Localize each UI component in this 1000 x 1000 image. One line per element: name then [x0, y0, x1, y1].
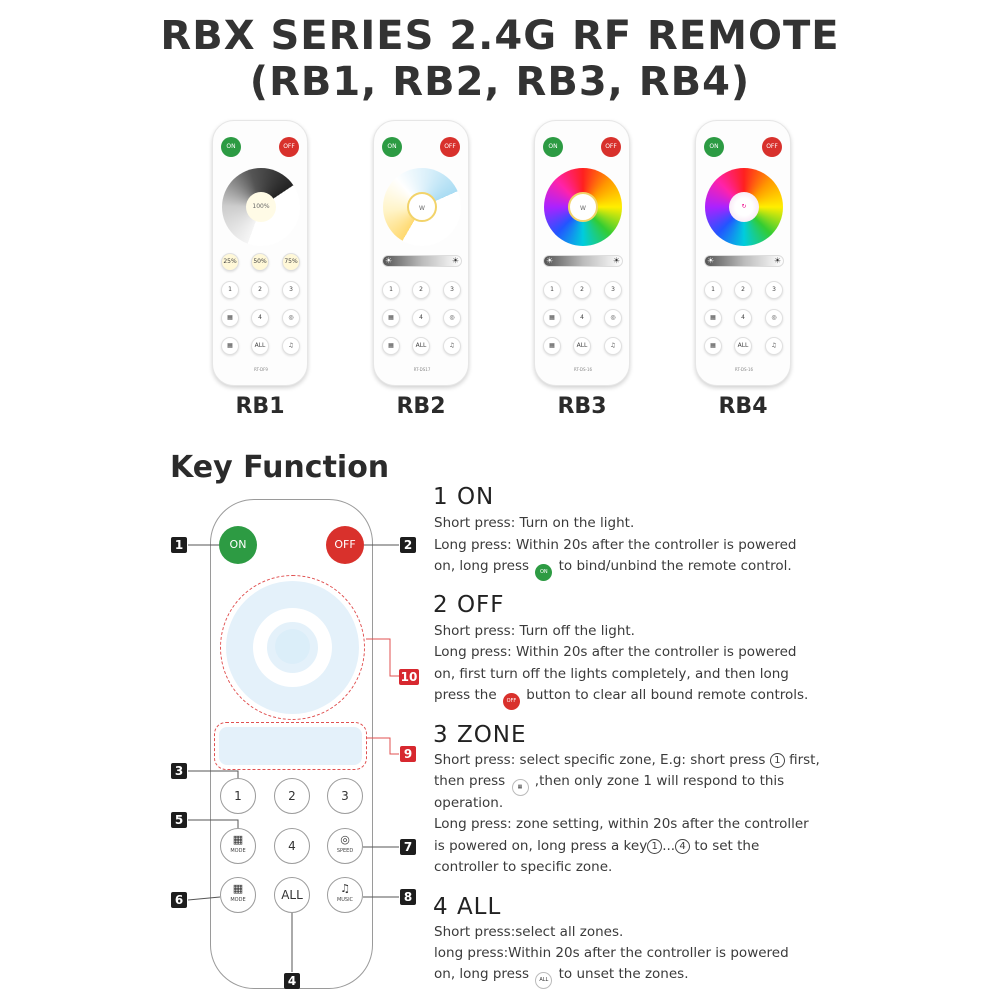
diagram-slider [219, 727, 362, 765]
key-1: 1 [382, 281, 400, 299]
section-all-line2: long press:Within 20s after the controller is powered [434, 945, 789, 961]
wheel-center: W [568, 192, 598, 222]
callout-3: 3 [171, 763, 187, 779]
sun-icon: ☀ [451, 256, 459, 265]
remote-rb4 [695, 120, 791, 386]
zone-1-icon: 1 [647, 839, 662, 854]
callout-5: 5 [171, 812, 187, 828]
section-zone-line5: is powered on, long press a key 1 ... 4 to set the [434, 838, 760, 854]
on-button: ON [704, 137, 724, 157]
label-rb1: RB1 [235, 394, 285, 419]
remote-rb1 [212, 120, 308, 386]
off-button: OFF [601, 137, 621, 157]
section-on-line3: on, long press ON to bind/unbind the remote control. [434, 557, 792, 581]
section-off-line4: press the OFF button to clear all bound remote controls. [434, 686, 808, 710]
mode-minus-icon: ▦ [221, 337, 239, 355]
key-all: ALL [412, 337, 430, 355]
mode-plus-icon: ▦ [512, 779, 529, 796]
section-zone-line2: then press ▦ ,then only zone 1 will respond to this [434, 772, 784, 796]
section-off-line3: on, first turn off the lights completely, and then long [434, 666, 789, 682]
on-button: ON [221, 137, 241, 157]
on-button: ON [543, 137, 563, 157]
brightness-slider: ☀ ☀ [543, 255, 623, 267]
callout-1: 1 [171, 537, 187, 553]
key-4: 4 [573, 309, 591, 327]
diagram-wheel-center [275, 629, 310, 664]
key-3: 3 [282, 281, 300, 299]
key-25: 25% [221, 253, 239, 271]
mode-minus-icon: ▦ [543, 337, 561, 355]
key-4: 4 [412, 309, 430, 327]
model-code: RT-DF9 [254, 367, 268, 372]
mode-minus-icon: ▦ [704, 337, 722, 355]
music-note-icon: ♫ [443, 337, 461, 355]
sun-icon: ☀ [612, 256, 620, 265]
music-note-icon: ♫ [604, 337, 622, 355]
wheel-center: W [407, 192, 437, 222]
diagram-speed: ◎ SPEED [327, 828, 363, 864]
key-function-heading: Key Function [170, 450, 390, 485]
diagram-music: ♫ MUSIC [327, 877, 363, 913]
rgb-wheel [544, 168, 622, 246]
page-title: RBX SERIES 2.4G RF REMOTE [160, 13, 840, 59]
label-rb3: RB3 [557, 394, 607, 419]
section-all-line3: on, long press ALL to unset the zones. [434, 965, 688, 989]
key-4: 4 [251, 309, 269, 327]
mode-plus-icon: ▦ [232, 833, 244, 846]
section-all-line1: Short press:select all zones. [434, 924, 624, 940]
mode-plus-icon: ▦ [382, 309, 400, 327]
off-button: OFF [762, 137, 782, 157]
key-1: 1 [543, 281, 561, 299]
model-code: RT-DS-16 [734, 367, 754, 372]
diagram-key-3: 3 [327, 778, 363, 814]
music-note-icon: ♫ [282, 337, 300, 355]
key-all: ALL [251, 337, 269, 355]
model-code: RT-DS17 [413, 367, 431, 372]
section-off-heading: 2 OFF [433, 592, 505, 618]
label-rb4: RB4 [718, 394, 768, 419]
key-1: 1 [704, 281, 722, 299]
off-button: OFF [440, 137, 460, 157]
zone-1-icon: 1 [770, 753, 785, 768]
brightness-slider: ☀ ☀ [704, 255, 784, 267]
key-3: 3 [443, 281, 461, 299]
zone-4-icon: 4 [675, 839, 690, 854]
cycle-icon: ↻ [729, 192, 759, 222]
speed-icon: ◎ [340, 833, 350, 846]
key-2: 2 [251, 281, 269, 299]
label-rb2: RB2 [396, 394, 446, 419]
diagram-key-1: 1 [220, 778, 256, 814]
off-button: OFF [279, 137, 299, 157]
remote-rb2 [373, 120, 469, 386]
section-all-heading: 4 ALL [433, 894, 502, 920]
callout-6: 6 [171, 892, 187, 908]
diagram-key-4: 4 [274, 828, 310, 864]
key-4: 4 [734, 309, 752, 327]
wheel-center: 100% [246, 192, 276, 222]
all-icon: ALL [535, 972, 552, 989]
diagram-key-2: 2 [274, 778, 310, 814]
key-1: 1 [221, 281, 239, 299]
on-icon: ON [535, 564, 552, 581]
speed-icon: ◎ [282, 309, 300, 327]
diagram-on-button: ON [219, 526, 257, 564]
callout-7: 7 [400, 839, 416, 855]
callout-8: 8 [400, 889, 416, 905]
speed-icon: ◎ [604, 309, 622, 327]
key-2: 2 [412, 281, 430, 299]
model-code: RT-DS-16 [573, 367, 593, 372]
section-zone-line3: operation. [434, 795, 504, 811]
diagram-off-button: OFF [326, 526, 364, 564]
mode-minus-icon: ▦ [382, 337, 400, 355]
section-off-line2: Long press: Within 20s after the controller is powered [434, 644, 797, 660]
remote-rb3 [534, 120, 630, 386]
key-2: 2 [734, 281, 752, 299]
music-note-icon: ♫ [340, 882, 350, 895]
section-off-line1: Short press: Turn off the light. [434, 623, 635, 639]
diagram-key-all: ALL [274, 877, 310, 913]
mode-plus-icon: ▦ [221, 309, 239, 327]
key-50: 50% [251, 253, 269, 271]
callout-2: 2 [400, 537, 416, 553]
rgbw-wheel [705, 168, 783, 246]
section-zone-heading: 3 ZONE [433, 722, 527, 748]
diagram-mode-plus: ▦ MODE [220, 828, 256, 864]
sun-icon: ☀ [773, 256, 781, 265]
key-2: 2 [573, 281, 591, 299]
key-75: 75% [282, 253, 300, 271]
callout-10: 10 [400, 670, 418, 684]
speed-icon: ◎ [765, 309, 783, 327]
music-note-icon: ♫ [765, 337, 783, 355]
key-all: ALL [573, 337, 591, 355]
section-zone-line6: controller to specific zone. [434, 859, 613, 875]
mode-plus-icon: ▦ [543, 309, 561, 327]
speed-icon: ◎ [443, 309, 461, 327]
callout-4: 4 [284, 973, 300, 989]
mode-minus-icon: ▦ [232, 882, 244, 895]
section-zone-line4: Long press: zone setting, within 20s after the controller [434, 816, 809, 832]
on-button: ON [382, 137, 402, 157]
key-all: ALL [734, 337, 752, 355]
key-3: 3 [765, 281, 783, 299]
brightness-wheel [222, 168, 300, 246]
key-3: 3 [604, 281, 622, 299]
page-subtitle: (RB1, RB2, RB3, RB4) [249, 59, 751, 105]
brightness-slider: ☀ ☀ [382, 255, 462, 267]
cct-wheel [383, 168, 461, 246]
section-on-line1: Short press: Turn on the light. [434, 515, 635, 531]
callout-9: 9 [400, 746, 416, 762]
diagram-mode-minus: ▦ MODE [220, 877, 256, 913]
section-zone-line1: Short press: select specific zone, E.g: short press 1 first, [434, 752, 820, 768]
section-on-heading: 1 ON [433, 484, 495, 510]
section-on-line2: Long press: Within 20s after the controller is powered [434, 537, 797, 553]
off-icon: OFF [503, 693, 520, 710]
mode-plus-icon: ▦ [704, 309, 722, 327]
